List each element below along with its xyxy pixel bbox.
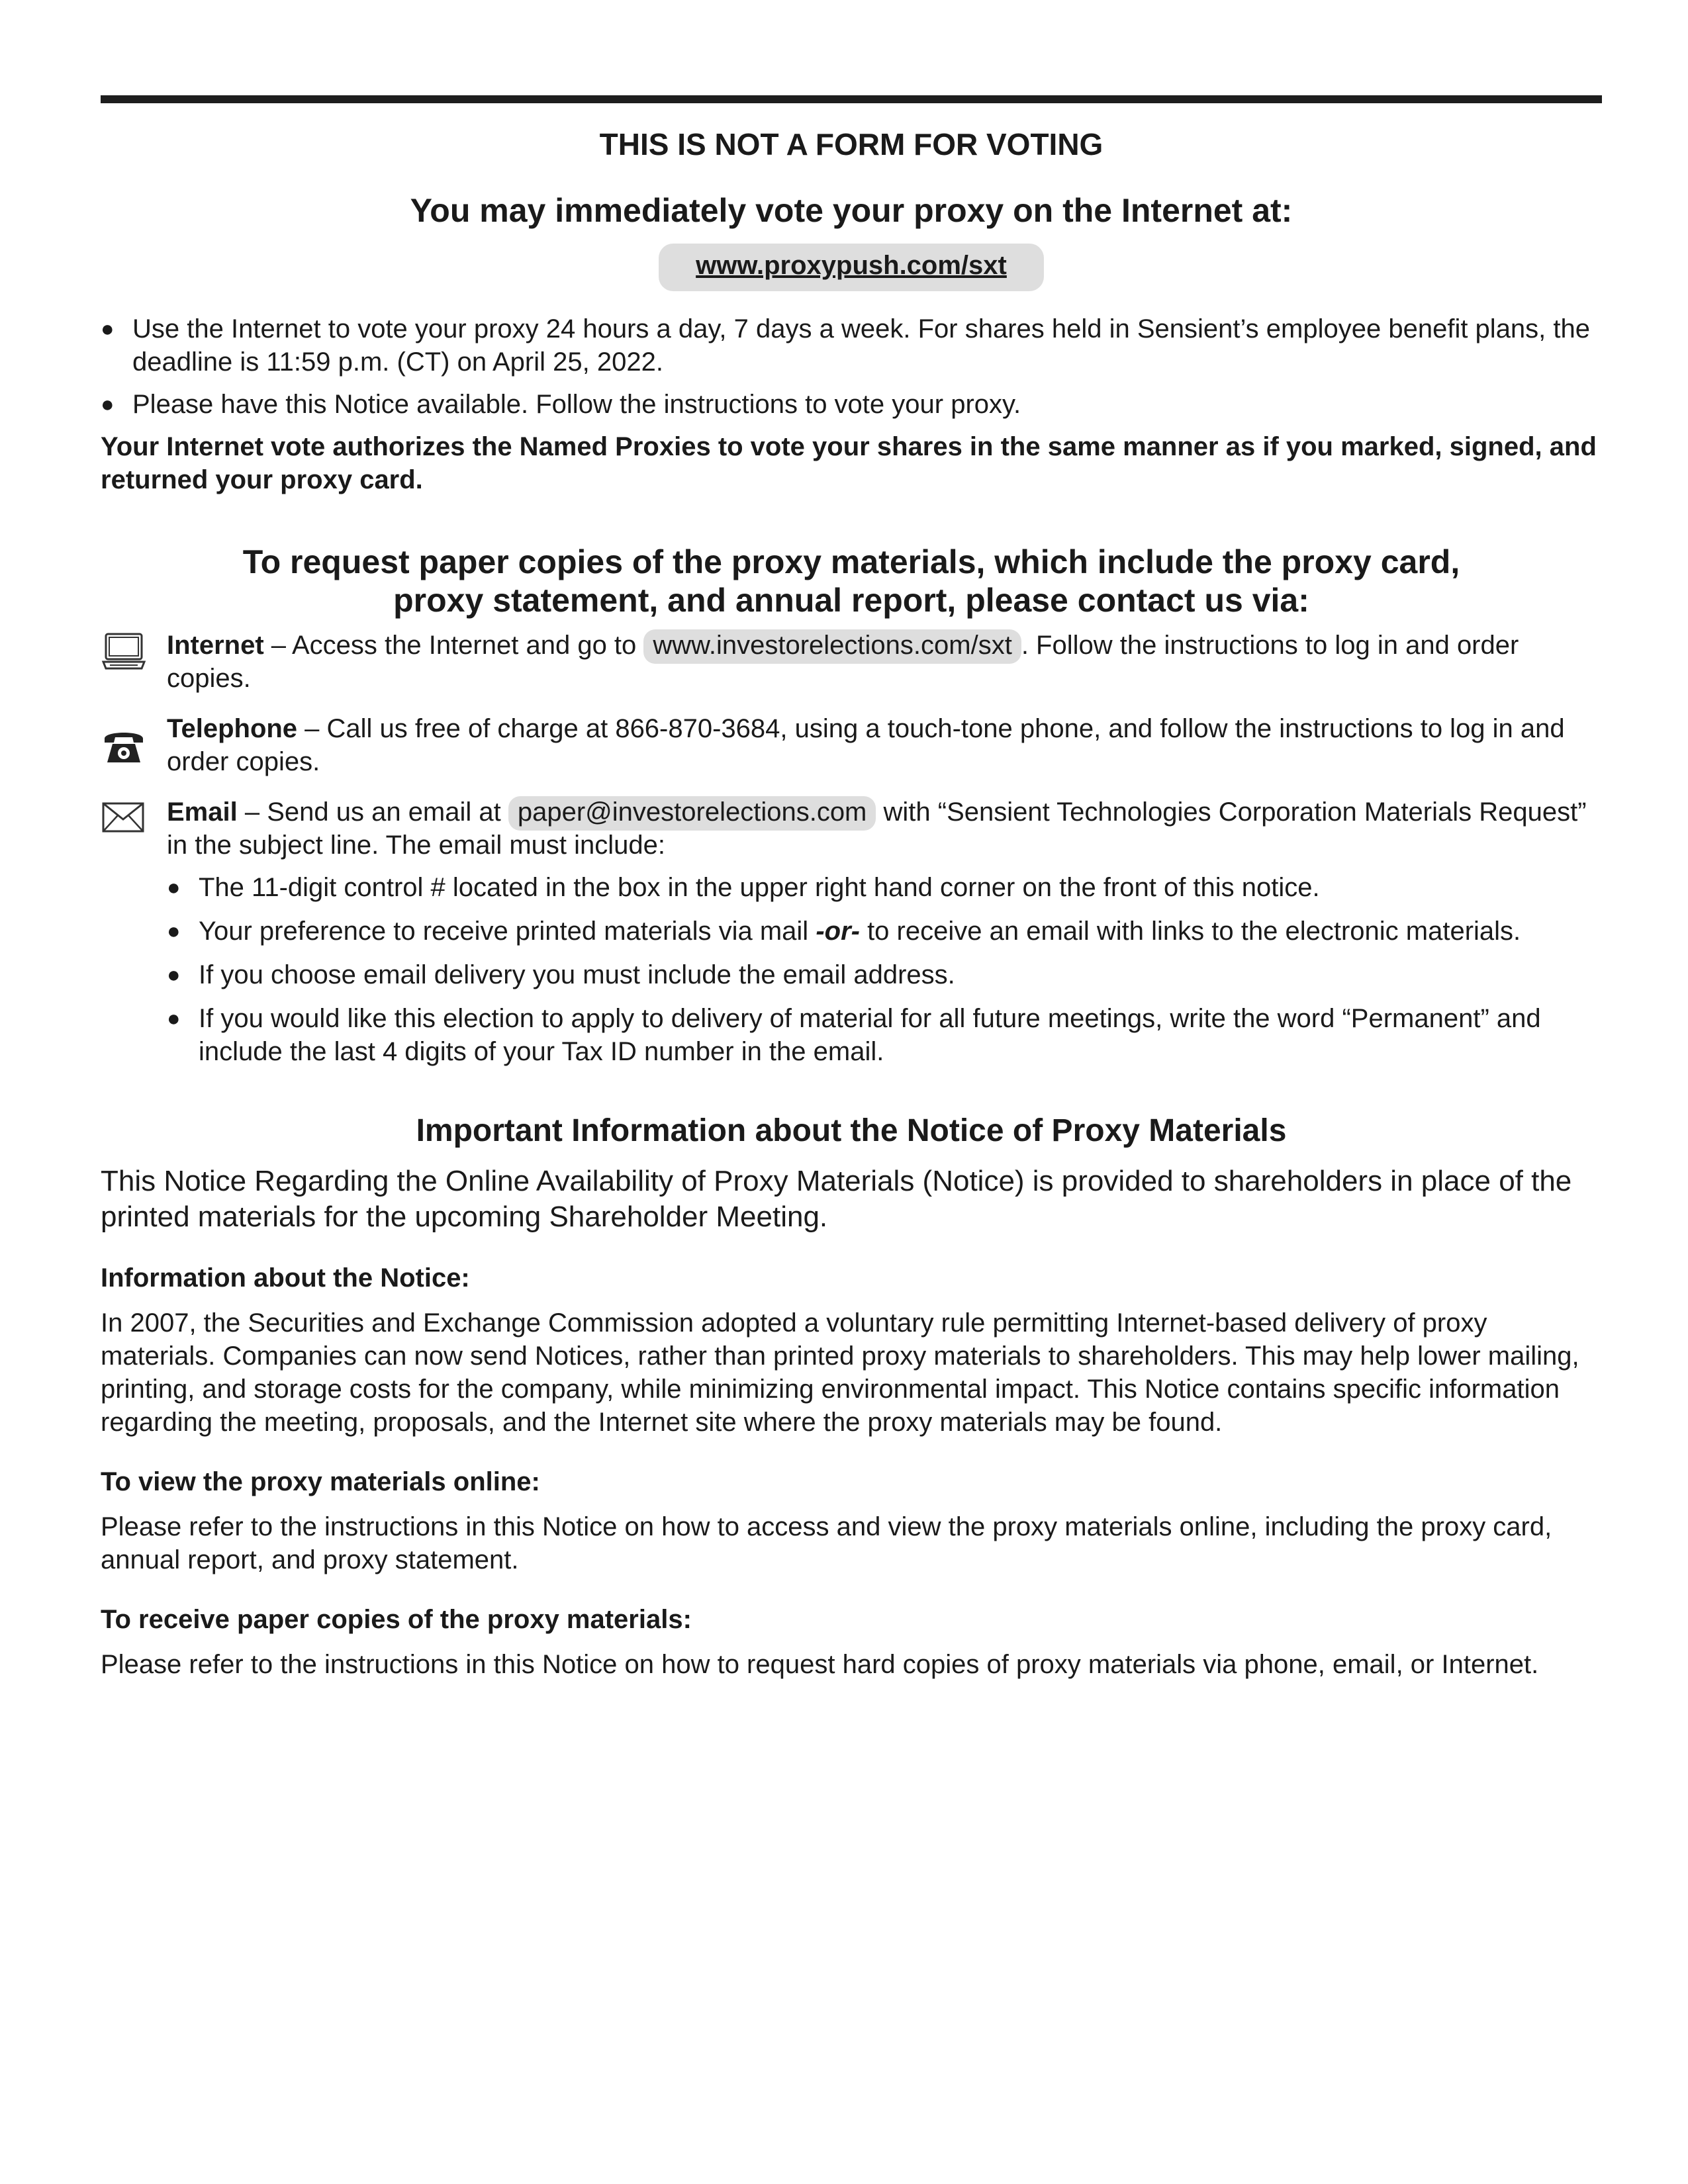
contact-email-text-before: – Send us an email at	[237, 797, 508, 827]
computer-icon	[101, 631, 147, 672]
section-body: Please refer to the instructions in this Notice on how to request hard copies of proxy materials via phone, email, or Internet.	[101, 1650, 1539, 1679]
page-title: THIS IS NOT A FORM FOR VOTING	[599, 127, 1103, 161]
contact-internet	[101, 629, 1602, 695]
contact-email-text-after: with “Sensient Technologies Corporation Materials Request” in the subject line. The email must include:	[167, 797, 1587, 860]
contact-internet-text-before: – Access the Internet and go to	[263, 631, 644, 660]
bullet-dot-icon: ●	[167, 875, 181, 900]
contact-email	[101, 796, 1602, 1068]
email-requirement-text: If you would like this election to apply to delivery of material for all future meetings, write the word “Permanent” and include the last 4 digits of your Tax ID number in the email.	[199, 1004, 1541, 1066]
list-item	[167, 871, 1602, 904]
request-heading	[101, 543, 1602, 619]
vote-bullets	[101, 312, 1602, 421]
email-requirement-text: The 11-digit control # located in the box in the upper right hand corner on the front of this notice.	[199, 873, 1320, 902]
vote-url-wrap	[101, 244, 1602, 291]
vote-bullet-text: Use the Internet to vote your proxy 24 hours a day, 7 days a week. For shares held in Sensient’s employee benefit plans, the deadline is 11:59 p.m. (CT) on April 25, 2022.	[132, 314, 1591, 377]
notice-content	[101, 119, 1602, 1681]
email-requirement-text-before: Your preference to receive printed materials via mail	[199, 917, 816, 946]
section-title: To view the proxy materials online:	[101, 1467, 540, 1496]
bullet-dot-icon: ●	[101, 392, 115, 417]
contact-telephone	[101, 712, 1602, 778]
bullet-dot-icon: ●	[101, 316, 115, 341]
email-address-link[interactable]: paper@investorelections.com	[508, 796, 876, 831]
vote-bullet-text: Please have this Notice available. Follow the instructions to vote your proxy.	[132, 390, 1021, 419]
important-heading: Important Information about the Notice of Proxy Materials	[416, 1113, 1287, 1148]
contact-internet-text-after: . Follow the instructions to log in and order copies.	[167, 631, 1519, 693]
vote-authorization: Your Internet vote authorizes the Named Proxies to vote your shares in the same manner as if you marked, signed, and returned your proxy card.	[101, 432, 1597, 494]
request-heading-line1: To request paper copies of the proxy materials, which include the proxy card,	[242, 543, 1460, 580]
list-item	[167, 1002, 1602, 1068]
email-requirement-emphasis: -or-	[816, 917, 860, 946]
telephone-icon	[101, 724, 147, 765]
contact-internet-label: Internet	[167, 631, 264, 660]
section-body: In 2007, the Securities and Exchange Commission adopted a voluntary rule permitting Internet-based delivery of proxy materials. Companies can now send Notices, rather than printed proxy materials to shareholders. This may help lower mailing, printing, and storage costs for the company, while minimizing environmental impact. This Notice contains specific information regarding the meeting, proposals, and the Internet site where the proxy materials may be found.	[101, 1308, 1579, 1437]
contact-telephone-text: – Call us free of charge at 866-870-3684, using a touch-tone phone, and follow the instructions to log in and order copies.	[167, 714, 1565, 776]
envelope-icon	[101, 798, 147, 839]
bullet-dot-icon: ●	[167, 962, 181, 987]
request-heading-line2: proxy statement, and annual report, please contact us via:	[393, 582, 1309, 619]
email-requirement-text-after: to receive an email with links to the electronic materials.	[859, 917, 1521, 946]
list-item	[101, 388, 1602, 421]
bullet-dot-icon: ●	[167, 1006, 181, 1031]
vote-subtitle: You may immediately vote your proxy on the Internet at:	[410, 192, 1293, 229]
list-item	[167, 958, 1602, 991]
email-requirements	[167, 871, 1602, 1068]
list-item	[167, 915, 1602, 948]
section-title: To receive paper copies of the proxy materials:	[101, 1605, 692, 1634]
contact-email-label: Email	[167, 797, 238, 827]
contact-telephone-label: Telephone	[167, 714, 298, 743]
vote-url-link[interactable]: www.proxypush.com/sxt	[659, 244, 1044, 291]
section-body: Please refer to the instructions in this Notice on how to access and view the proxy materials online, including the proxy card, annual report, and proxy statement.	[101, 1512, 1552, 1574]
section-title: Information about the Notice:	[101, 1263, 470, 1293]
email-requirement-text: If you choose email delivery you must include the email address.	[199, 960, 955, 989]
list-item	[101, 312, 1602, 379]
order-url-link[interactable]: www.investorelections.com/sxt	[643, 629, 1021, 664]
important-intro: This Notice Regarding the Online Availability of Proxy Materials (Notice) is provided to shareholders in place of the printed materials for the upcoming Shareholder Meeting.	[101, 1165, 1572, 1233]
bullet-dot-icon: ●	[167, 919, 181, 944]
top-rule	[101, 95, 1602, 103]
